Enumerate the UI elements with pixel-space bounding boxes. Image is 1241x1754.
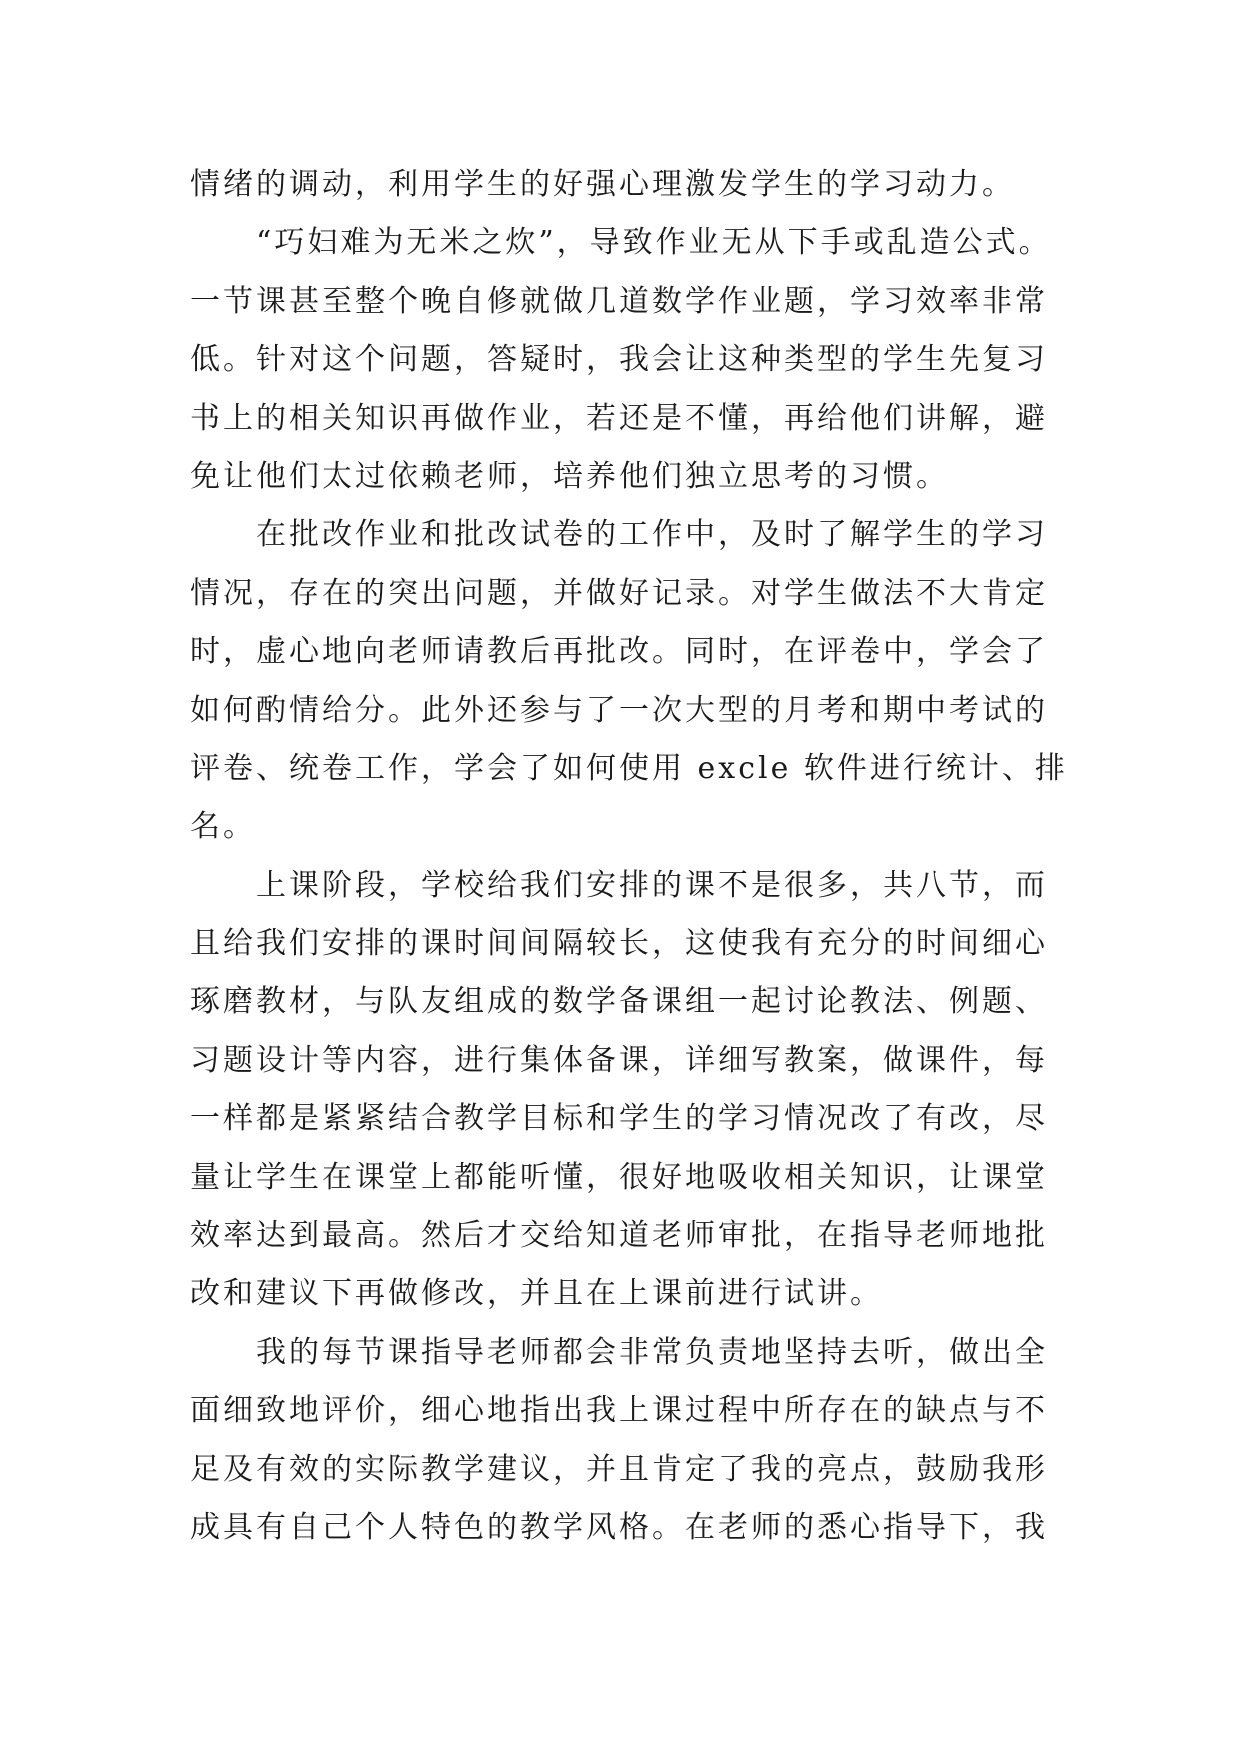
text-line: 名。	[190, 809, 256, 845]
text-line: 评卷、统卷工作，学会了如何使用 excle 软件进行统计、排	[190, 750, 1068, 786]
text-line: 效率达到最高。然后才交给知道老师审批，在指导老师地批	[190, 1218, 1048, 1254]
text-line: 书上的相关知识再做作业，若还是不懂，再给他们讲解，避	[190, 400, 1048, 436]
text-line: 改和建议下再做修改，并且在上课前进行试讲。	[190, 1276, 883, 1312]
paragraph	[190, 156, 1090, 214]
text-line: 时，虚心地向老师请教后再批改。同时，在评卷中，学会了	[190, 634, 1048, 670]
text-line: 如何酌情给分。此外还参与了一次大型的月考和期中考试的	[190, 692, 1048, 728]
text-line: 一样都是紧紧结合教学目标和学生的学习情况改了有改，尽	[190, 1101, 1048, 1137]
paragraph	[190, 857, 1090, 1324]
text-line: 一节课甚至整个晚自修就做几道数学作业题，学习效率非常	[190, 283, 1048, 319]
text-line: 量让学生在课堂上都能听懂，很好地吸收相关知识，让课堂	[190, 1159, 1048, 1195]
text-line: 情绪的调动，利用学生的好强心理激发学生的学习动力。	[190, 167, 1015, 202]
text-line: 习题设计等内容，进行集体备课，详细写教案，做课件，每	[190, 1042, 1048, 1078]
text-line: 面细致地评价，细心地指出我上课过程中所存在的缺点与不	[190, 1393, 1048, 1429]
text-line: 免让他们太过依赖老师，培养他们独立思考的习惯。	[190, 458, 949, 494]
text-line: 足及有效的实际教学建议，并且肯定了我的亮点，鼓励我形	[190, 1451, 1048, 1487]
document-body	[190, 156, 1090, 1557]
paragraph	[190, 506, 1090, 856]
paragraph	[190, 1324, 1090, 1558]
text-line: 情况，存在的突出问题，并做好记录。对学生做法不大肯定	[190, 575, 1048, 611]
text-line: 上课阶段，学校给我们安排的课不是很多，共八节，而	[256, 867, 1048, 903]
paragraph	[190, 214, 1090, 506]
text-line: 成具有自己个人特色的教学风格。在老师的悉心指导下，我	[190, 1509, 1048, 1545]
text-line: 我的每节课指导老师都会非常负责地坚持去听，做出全	[256, 1334, 1048, 1370]
text-line: 低。针对这个问题，答疑时，我会让这种类型的学生先复习	[190, 342, 1048, 378]
text-line: 在批改作业和批改试卷的工作中，及时了解学生的学习	[256, 517, 1048, 553]
text-line: 琢磨教材，与队友组成的数学备课组一起讨论教法、例题、	[190, 984, 1048, 1020]
text-line: 且给我们安排的课时间间隔较长，这使我有充分的时间细心	[190, 926, 1048, 962]
text-line: “巧妇难为无米之炊”，导致作业无从下手或乱造公式。	[256, 225, 1052, 261]
